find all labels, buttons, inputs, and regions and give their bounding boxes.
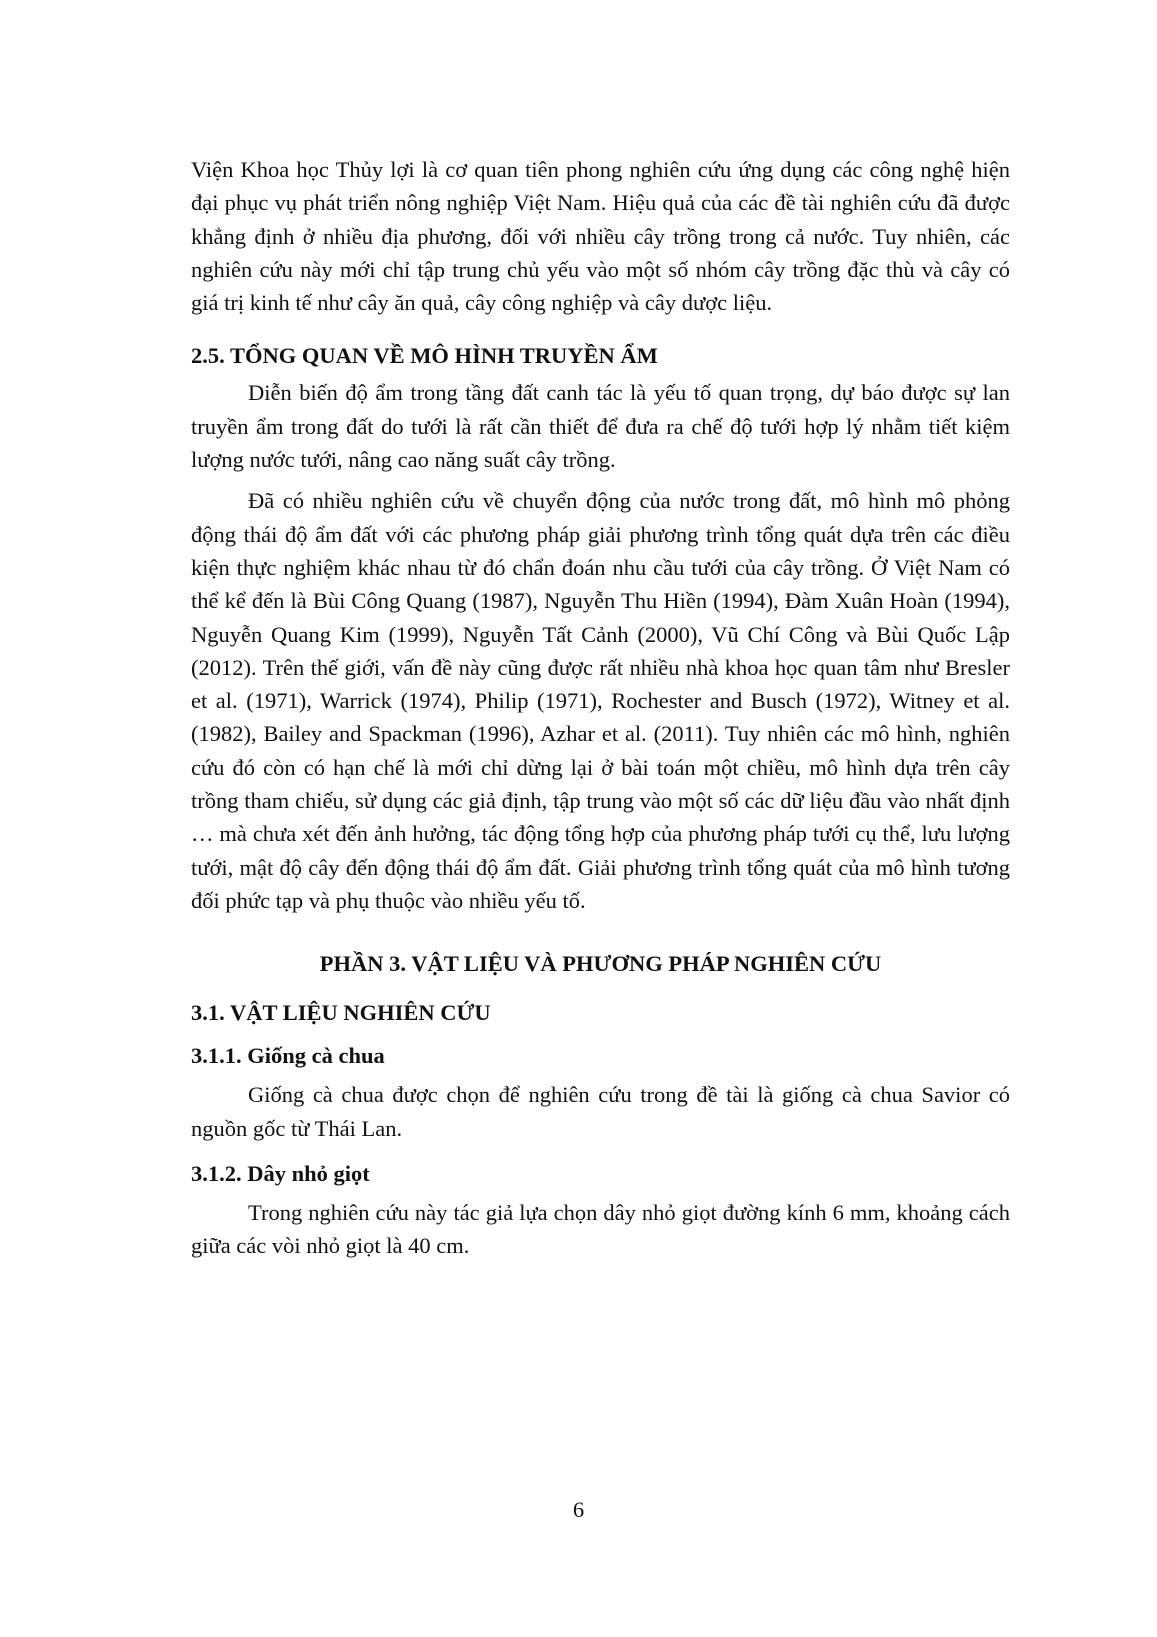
section-2-5-paragraph-1: Diễn biến độ ẩm trong tầng đất canh tác là yếu tố quan trọng, dự báo được sự lan truyền ẩm trong đất do tưới là rất cần thiết để đưa ra chế độ tưới hợp lý nhằm tiết kiệm lượng nước tưới, nâng cao năng suất cây trồng.: [191, 380, 1010, 473]
section-2-5-heading: 2.5. TỔNG QUAN VỀ MÔ HÌNH TRUYỀN ẨM: [191, 343, 658, 369]
section-3-1-1-heading: 3.1.1. Giống cà chua: [191, 1043, 385, 1069]
section-3-1-1-paragraph: Giống cà chua được chọn để nghiên cứu trong đề tài là giống cà chua Savior có nguồn gốc từ Thái Lan.: [191, 1082, 1010, 1141]
section-3-1-2-paragraph: Trong nghiên cứu này tác giả lựa chọn dây nhỏ giọt đường kính 6 mm, khoảng cách giữa các vòi nhỏ giọt là 40 cm.: [191, 1199, 1010, 1259]
section-2-5-paragraph-2: Đã có nhiều nghiên cứu về chuyển động của nước trong đất, mô hình mô phỏng động thái độ ẩm đất với các phương pháp giải phương trình tổng quát dựa trên các điều kiện thực nghiệm khác nhau từ đó chẩn đoán nhu cầu tưới của cây trồng. Ở Việt Nam có thể kể đến là Bùi Công Quang (1987), Nguyễn Thu Hiền (1994), Đàm Xuân Hoàn (1994), Nguyễn Quang Kim (1999), Nguyễn Tất Cảnh (2000), Vũ Chí Công và Bùi Quốc Lập (2012). Trên thế giới, vấn đề này cũng được rất nhiều nhà khoa học quan tâm như Bresler et al. (1971), Warrick (1974), Philip (1971), Rochester and Busch (1972), Witney et al. (1982), Bailey and Spackman (1996), Azhar et al. (2011). Tuy nhiên các mô hình, nghiên cứu đó còn có hạn chế là mới chỉ dừng lại ở bài toán một chiều, mô hình dựa trên cây trồng tham chiếu, sử dụng các giả định, tập trung vào một số các dữ liệu đầu vào nhất định … mà chưa xét đến ảnh hưởng, tác động tổng hợp của phương pháp tưới cụ thể, lưu lượng tưới, mật độ cây đến động thái độ ẩm đất. Giải phương trình tổng quát của mô hình tương đối phức tạp và phụ thuộc vào nhiều yếu tố.: [191, 488, 1010, 913]
page-content: [191, 153, 1010, 1262]
page-number: 6: [572, 1497, 585, 1522]
part-3-heading: PHẦN 3. VẬT LIỆU VÀ PHƯƠNG PHÁP NGHIÊN CỨU: [319, 951, 882, 977]
section-3-1-2-heading: 3.1.2. Dây nhỏ giọt: [191, 1160, 370, 1186]
section-3-1-heading: 3.1. VẬT LIỆU NGHIÊN CỨU: [191, 1000, 491, 1026]
intro-paragraph: Viện Khoa học Thủy lợi là cơ quan tiên phong nghiên cứu ứng dụng các công nghệ hiện đại phục vụ phát triển nông nghiệp Việt Nam. Hiệu quả của các đề tài nghiên cứu đã được khẳng định ở nhiều địa phương, đối với nhiều cây trồng trong cả nước. Tuy nhiên, các nghiên cứu này mới chỉ tập trung chủ yếu vào một số nhóm cây trồng đặc thù và cây có giá trị kinh tế như cây ăn quả, cây công nghiệp và cây dược liệu.: [191, 157, 1010, 316]
